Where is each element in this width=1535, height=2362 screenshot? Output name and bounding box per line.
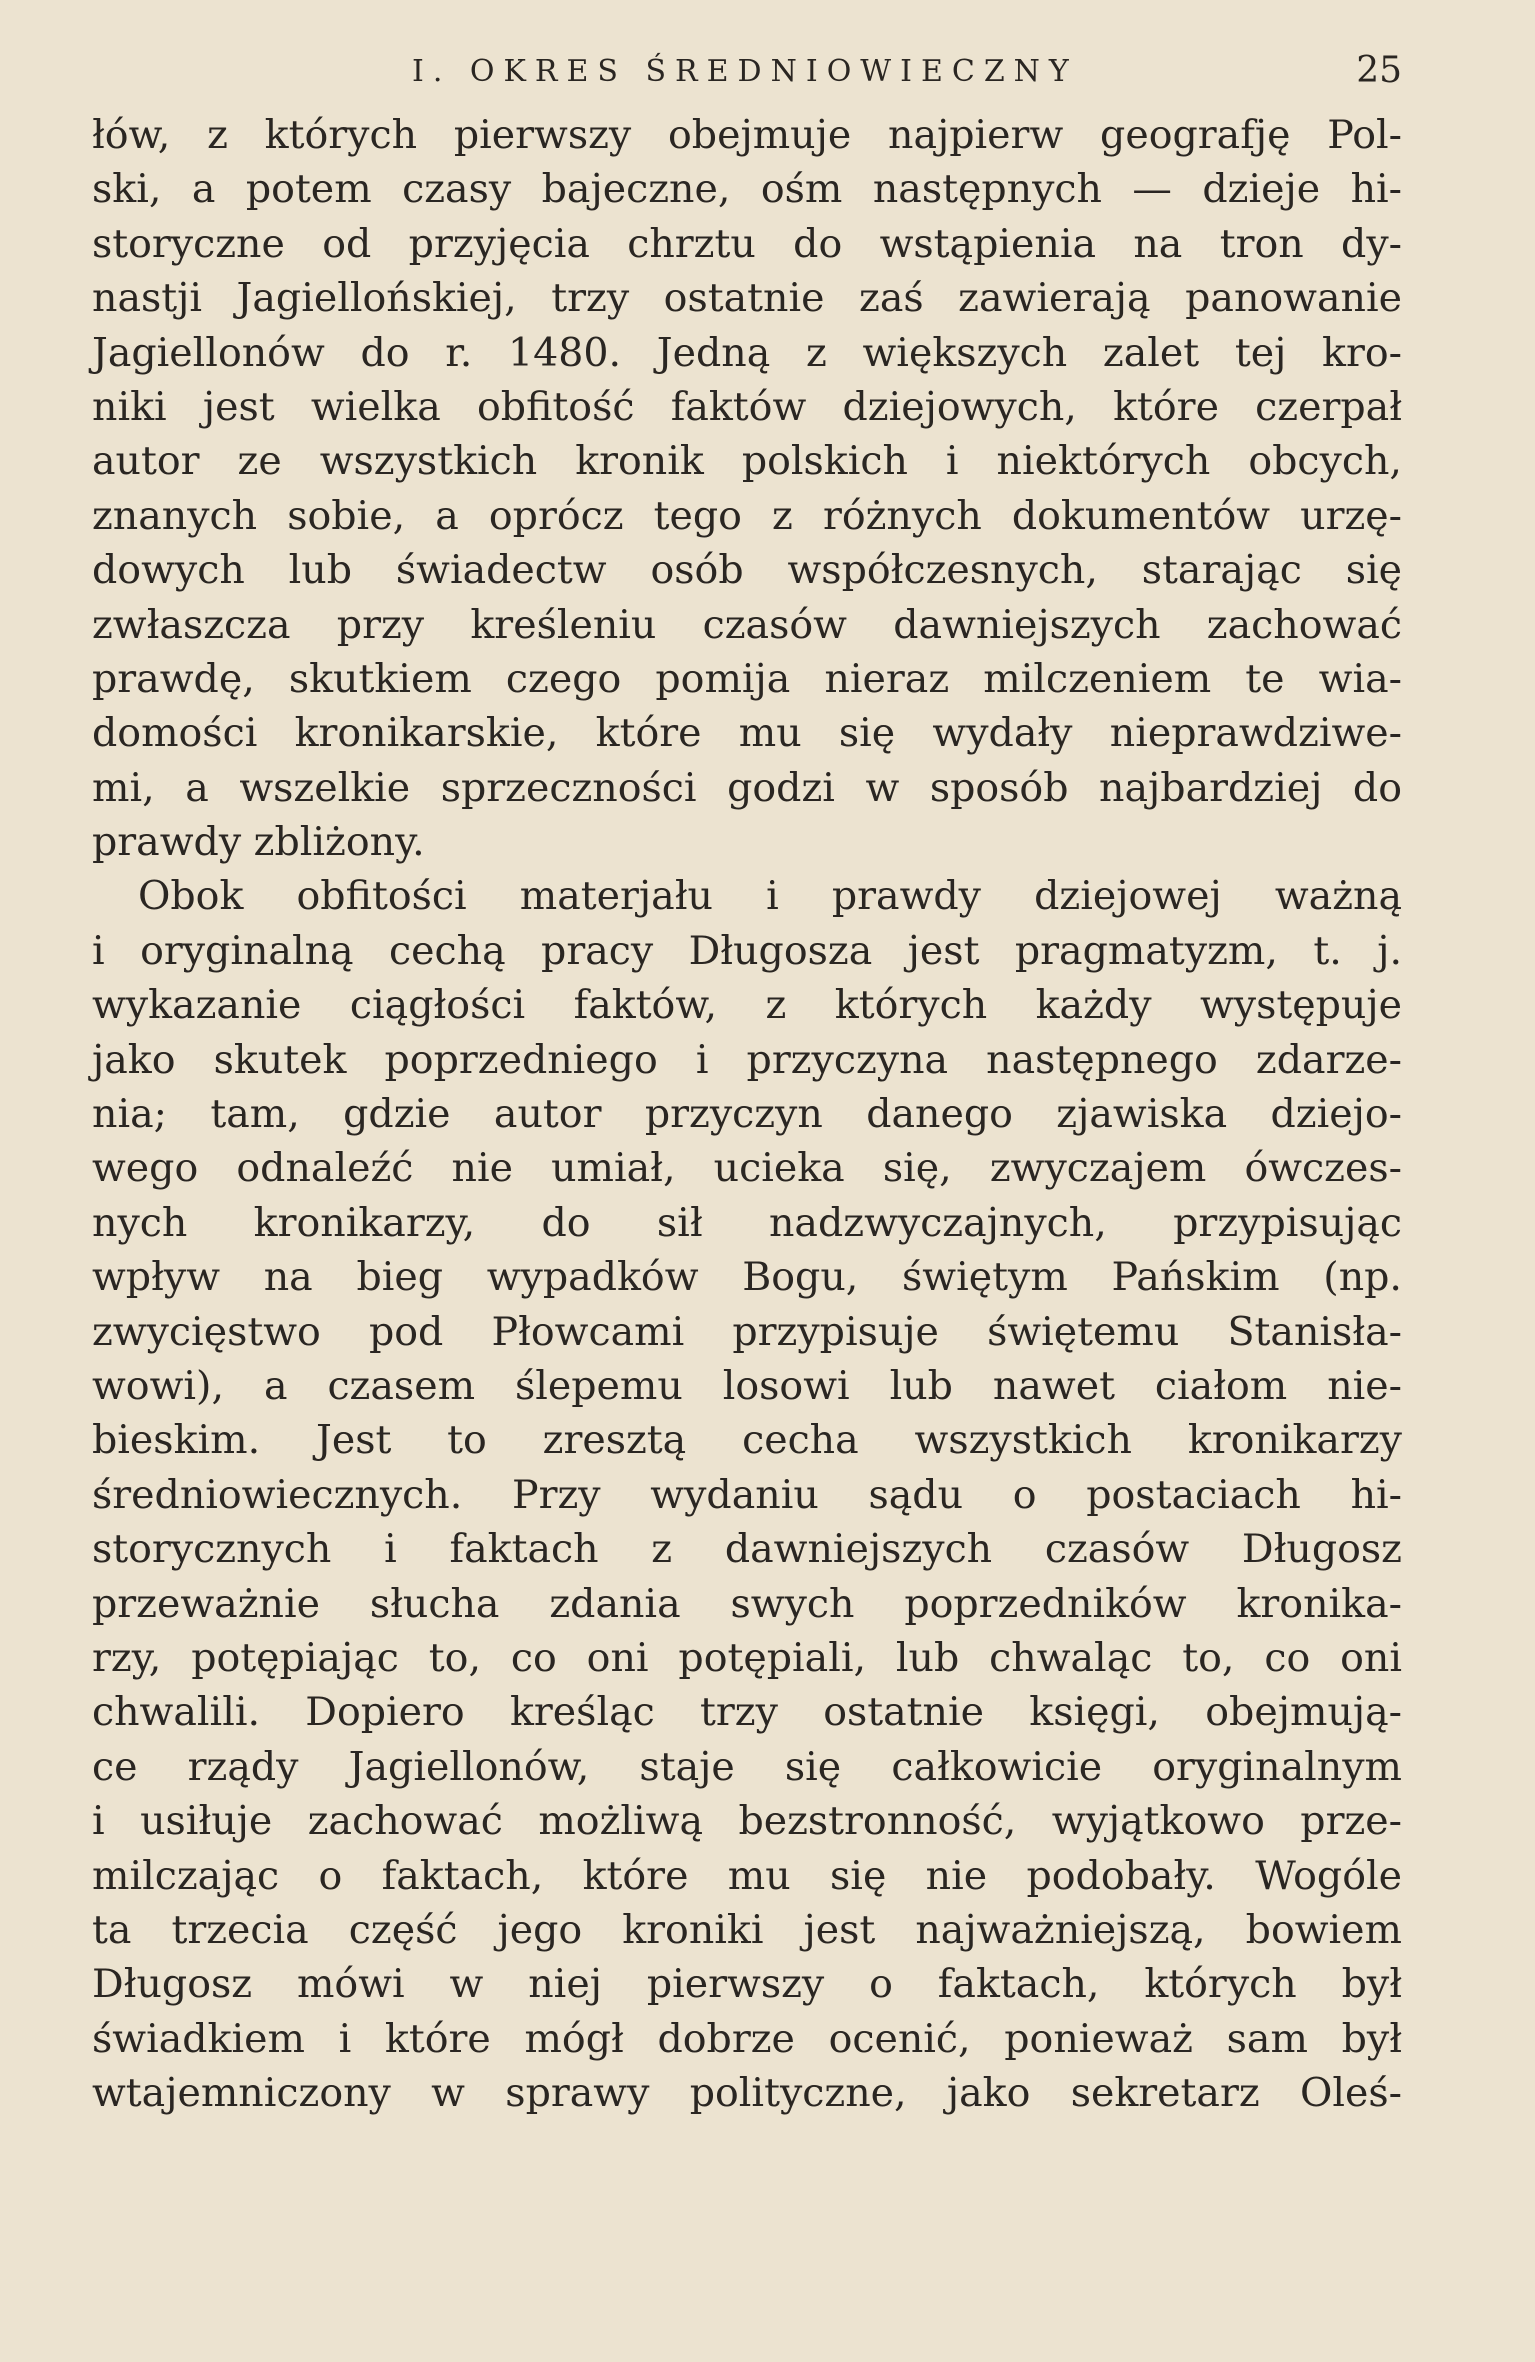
text-line: jako skutek poprzedniego i przyczyna następnego zdarze- xyxy=(92,1036,1402,1083)
page-number: 25 xyxy=(1356,50,1402,91)
text-line: ski, a potem czasy bajeczne, ośm następnych — dzieje hi- xyxy=(92,166,1402,213)
text-line: rzy, potępiając to, co oni potępiali, lub chwaląc to, co oni xyxy=(92,1634,1402,1681)
text-line: milczając o faktach, które mu się nie podobały. Wogóle xyxy=(92,1852,1402,1899)
text-line: ta trzecia część jego kroniki jest najważniejszą, bowiem xyxy=(92,1906,1402,1953)
text-line: nia; tam, gdzie autor przyczyn danego zjawiska dziejo- xyxy=(92,1091,1402,1138)
text-line: świadkiem i które mógł dobrze ocenić, ponieważ sam był xyxy=(92,2015,1402,2062)
text-line: wego odnaleźć nie umiał, ucieka się, zwyczajem ówczes- xyxy=(92,1145,1402,1192)
text-line: i oryginalną cechą pracy Długosza jest pragmatyzm, t. j. xyxy=(92,927,1402,974)
text-line: łów, z których pierwszy obejmuje najpierw geografję Pol- xyxy=(92,112,1402,158)
text-line: niki jest wielka obfitość faktów dziejowych, które czerpał xyxy=(92,383,1402,430)
text-line: nastji Jagiellońskiej, trzy ostatnie zaś zawierają panowanie xyxy=(92,275,1402,322)
text-line: domości kronikarskie, które mu się wydały nieprawdziwe- xyxy=(92,710,1402,757)
text-line: autor ze wszystkich kronik polskich i niektórych obcych, xyxy=(92,438,1402,485)
body-text xyxy=(92,108,1402,2120)
text-line: i usiłuje zachować możliwą bezstronność, wyjątkowo prze- xyxy=(92,1798,1402,1845)
text-line: chwalili. Dopiero kreśląc trzy ostatnie księgi, obejmują- xyxy=(92,1689,1402,1736)
text-line: prawdę, skutkiem czego pomija nieraz milczeniem te wia- xyxy=(92,655,1402,702)
text-line: wykazanie ciągłości faktów, z których każdy występuje xyxy=(92,982,1402,1029)
text-line: zwycięstwo pod Płowcami przypisuje świętemu Stanisła- xyxy=(92,1308,1402,1355)
text-line: przeważnie słucha zdania swych poprzedników kronika- xyxy=(92,1580,1402,1627)
text-line: storycznych i faktach z dawniejszych czasów Długosz xyxy=(92,1526,1402,1573)
text-line: wtajemniczony w sprawy polityczne, jako sekretarz Oleś- xyxy=(92,2070,1402,2117)
text-line: Długosz mówi w niej pierwszy o faktach, których był xyxy=(92,1961,1402,2008)
running-head: I. OKRES ŚREDNIOWIECZNY xyxy=(412,54,1078,89)
text-line: prawdy zbliżony. xyxy=(92,819,425,866)
text-line: wowi), a czasem ślepemu losowi lub nawet ciałom nie- xyxy=(92,1362,1402,1409)
text-line: znanych sobie, a oprócz tego z różnych dokumentów urzę- xyxy=(92,492,1402,539)
text-line: zwłaszcza przy kreśleniu czasów dawniejszych zachować xyxy=(92,601,1402,648)
text-line: storyczne od przyjęcia chrztu do wstąpienia na tron dy- xyxy=(92,220,1402,267)
text-line: mi, a wszelkie sprzeczności godzi w sposób najbardziej do xyxy=(92,764,1402,811)
text-line: nych kronikarzy, do sił nadzwyczajnych, przypisując xyxy=(92,1199,1402,1246)
text-line: ce rządy Jagiellonów, staje się całkowicie oryginalnym xyxy=(92,1743,1402,1790)
paragraph-first-line: Obok obfitości materjału i prawdy dziejowej ważną xyxy=(138,873,1402,920)
text-line: bieskim. Jest to zresztą cecha wszystkich kronikarzy xyxy=(92,1417,1402,1464)
text-line: wpływ na bieg wypadków Bogu, świętym Pańskim (np. xyxy=(92,1254,1402,1301)
text-line: dowych lub świadectw osób współczesnych, starając się xyxy=(92,547,1402,594)
page-header xyxy=(92,48,1402,104)
text-line: średniowiecznych. Przy wydaniu sądu o postaciach hi- xyxy=(92,1471,1402,1518)
text-line: Jagiellonów do r. 1480. Jedną z większych zalet tej kro- xyxy=(92,329,1402,376)
